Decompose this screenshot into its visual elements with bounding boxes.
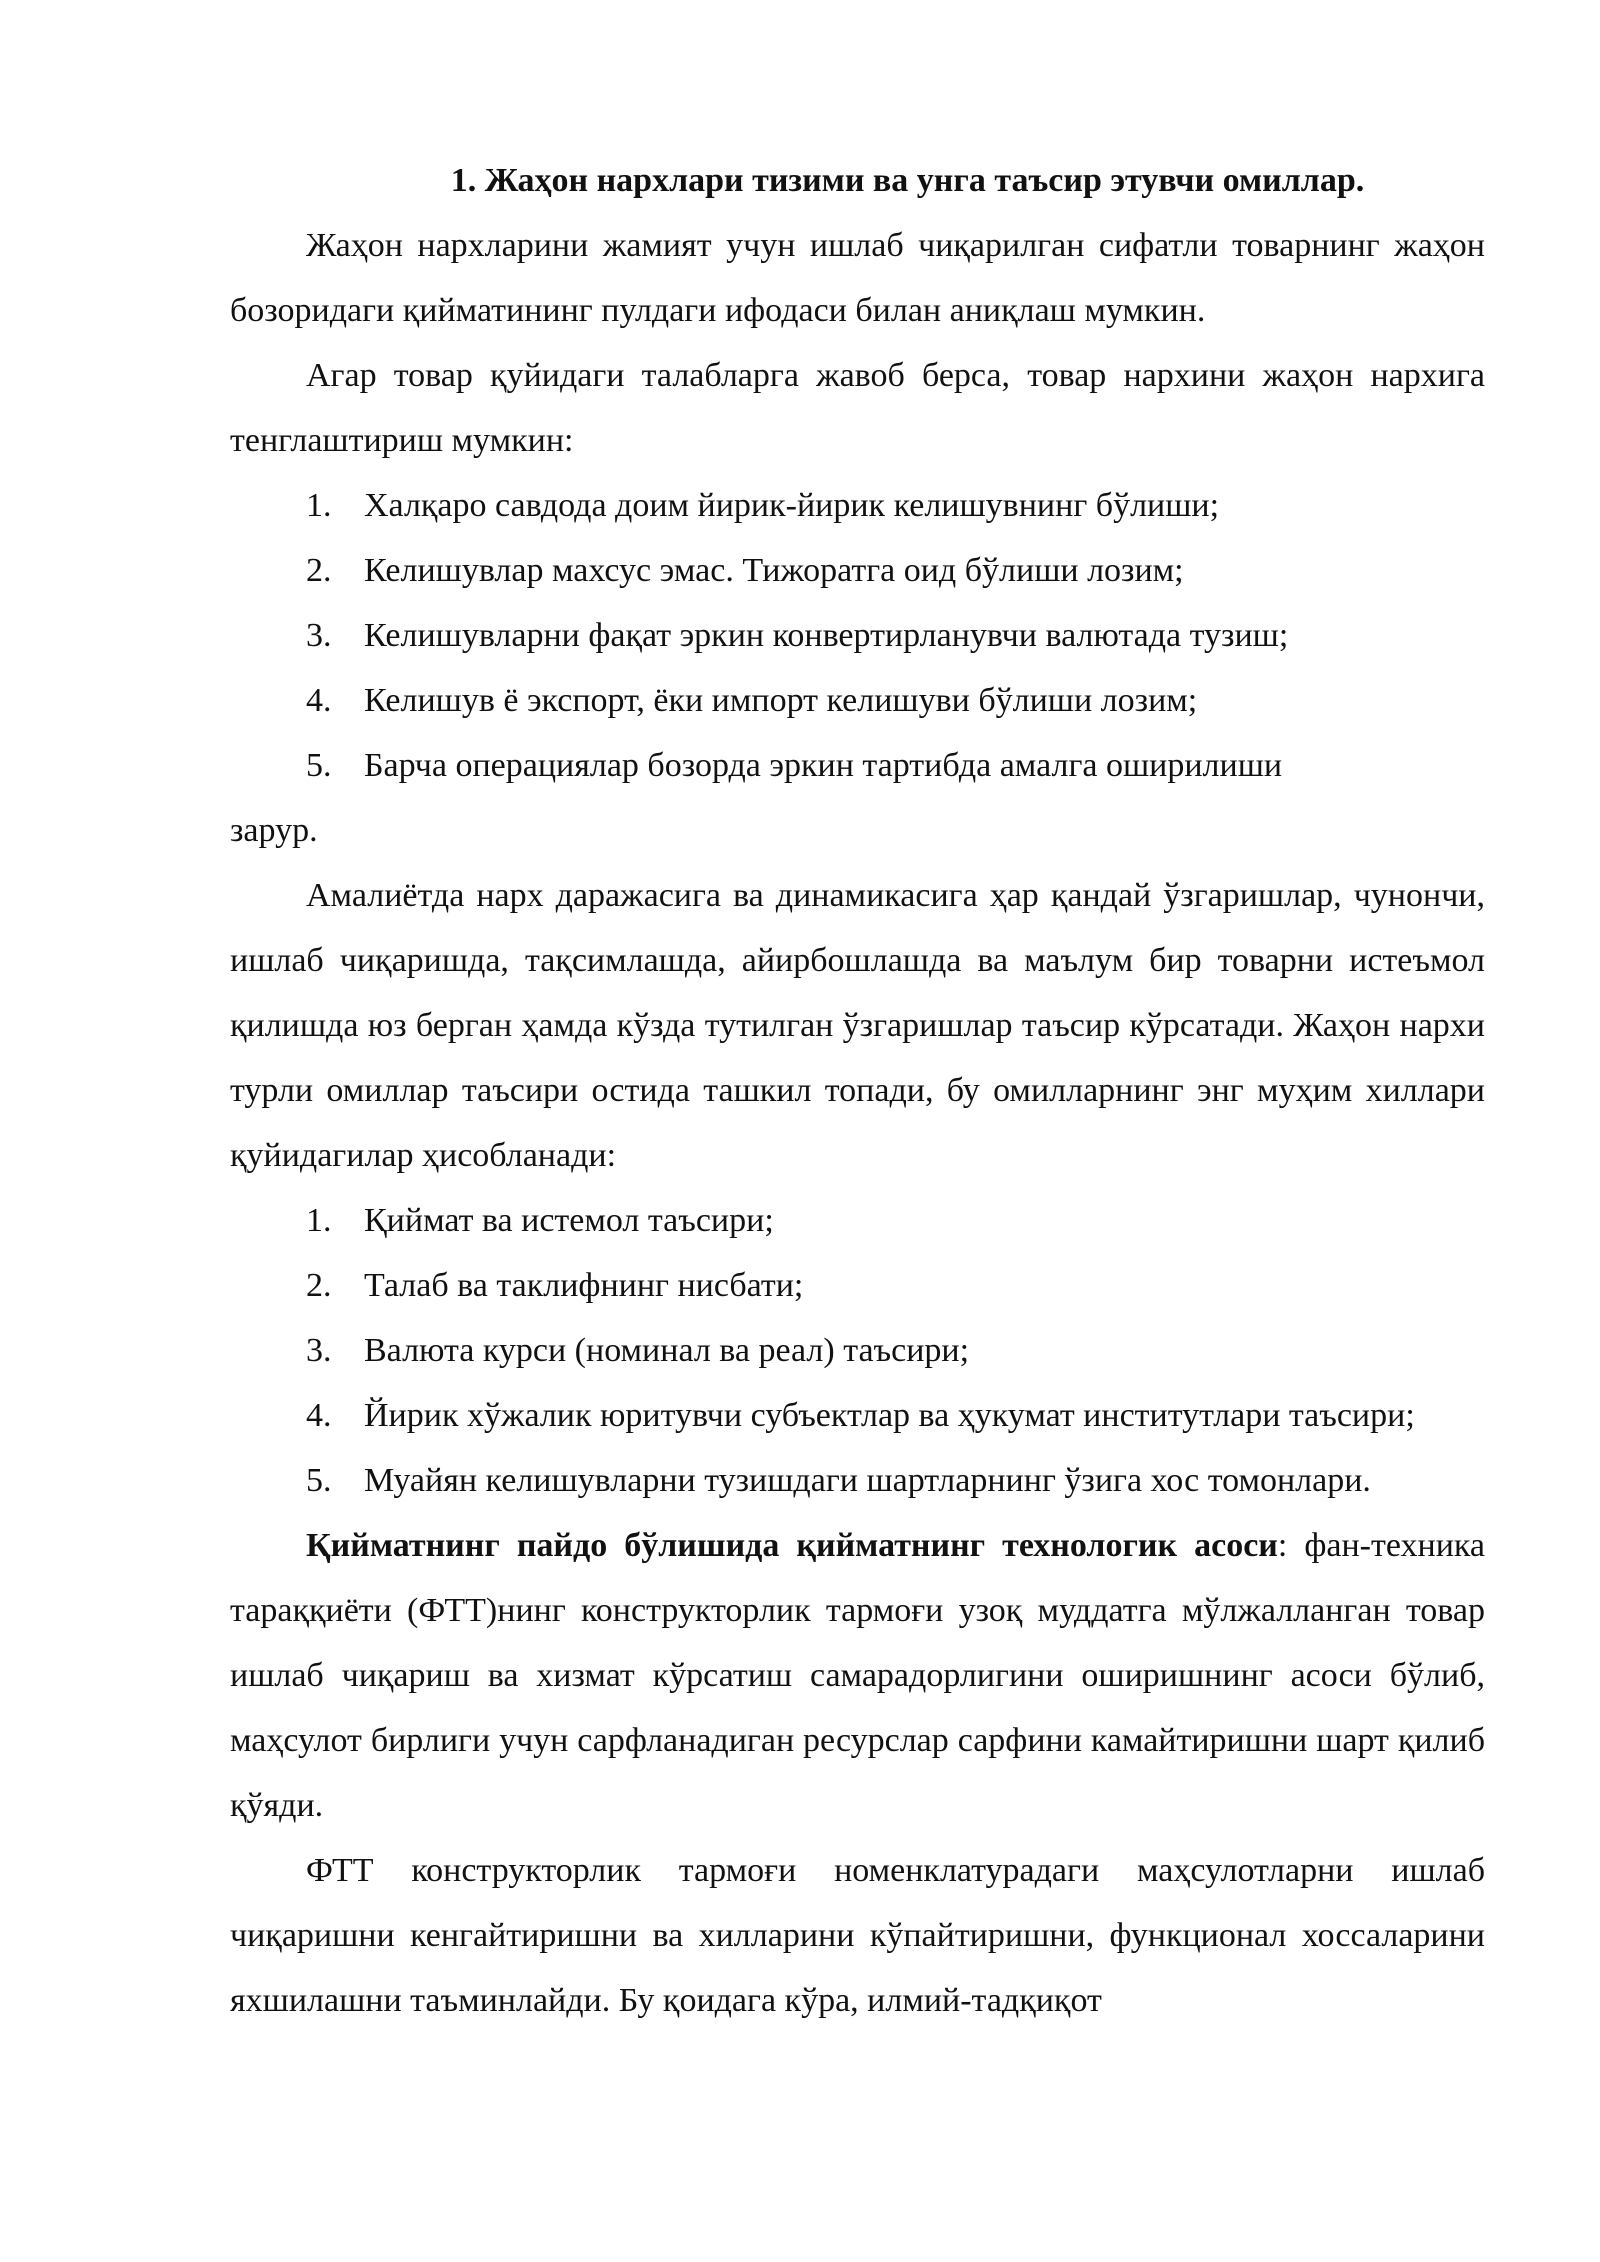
list-item [230, 538, 1485, 603]
list-item [230, 1318, 1485, 1383]
list-item [230, 668, 1485, 733]
list-number: 1. [306, 1202, 332, 1239]
paragraph-3: Амалиётда нарх даражасига ва динамикасига ҳар қандай ўзгаришлар, чунончи, ишлаб чиқаришда, тақсимлашда, айирбошлашда ва маълум бир товарни истеъмол қилишда юз берган ҳамда кўзда тутилган ўзгаришлар таъсир кўрсатади. Жаҳон нархи турли омиллар таъсири остида ташкил топади, бу омилларнинг энг муҳим хиллари қуйидагилар ҳисобланади: [230, 877, 1485, 1174]
list-text: Валюта курси (номинал ва реал) таъсири; [364, 1332, 970, 1369]
factors-list [230, 1188, 1485, 1513]
list-item [230, 1448, 1485, 1513]
list-text: Муайян келишувларни тузишдаги шартларнинг ўзига хос томонлари. [364, 1462, 1371, 1499]
list-text: Келишувларни фақат эркин конвертирланувчи валютада тузиш; [364, 617, 1289, 654]
list-item [230, 1383, 1485, 1448]
list-item [230, 733, 1485, 798]
list-text: Талаб ва таклифнинг нисбати; [364, 1267, 804, 1304]
paragraph-2: Агар товар қуйидаги талабларга жавоб берса, товар нархини жаҳон нархига тенглаштириш мумкин: [230, 357, 1485, 459]
paragraph-4-rest: : фан-техника тараққиёти (ФТТ)нинг конструкторлик тармоғи узоқ муддатга мўлжалланган товар ишлаб чиқариш ва хизмат кўрсатиш самарадорлигини оширишнинг асоси бўлиб, маҳсулот бирлиги учун сарфланадиган ресурслар сарфини камайтиришни шарт қилиб қўяди. [230, 1527, 1485, 1824]
paragraph-1: Жаҳон нархларини жамият учун ишлаб чиқарилган сифатли товарнинг жаҳон бозоридаги қийматининг пулдаги ифодаси билан аниқлаш мумкин. [230, 227, 1485, 329]
list-number: 1. [306, 487, 332, 524]
list-text: Йирик хўжалик юритувчи субъектлар ва ҳукумат институтлари таъсири; [364, 1397, 1415, 1434]
list-number: 5. [306, 1462, 332, 1499]
list-item [230, 1188, 1485, 1253]
list-item [230, 603, 1485, 668]
list-number: 2. [306, 1267, 332, 1304]
list-number: 3. [306, 617, 332, 654]
list-number: 3. [306, 1332, 332, 1369]
list-item [230, 473, 1485, 538]
section-heading: 1. Жаҳон нархлари тизими ва унга таъсир этувчи омиллар. [450, 162, 1365, 199]
list-number: 4. [306, 682, 332, 719]
list-text: Келишувлар махсус эмас. Тижоратга оид бўлиши лозим; [364, 552, 1184, 589]
list-number: 2. [306, 552, 332, 589]
paragraph-5: ФТТ конструкторлик тармоғи номенклатурадаги маҳсулотларни ишлаб чиқаришни кенгайтиришни ва хилларини кўпайтиришни, функционал хоссаларини яхшилашни таъминлайди. Бу қоидага кўра, илмий-тадқиқот [230, 1852, 1485, 2019]
paragraph-4 [230, 1513, 1485, 1838]
list-text: Халқаро савдода доим йирик-йирик келишувнинг бўлиши; [364, 487, 1220, 524]
list-item [230, 1253, 1485, 1318]
list-text: Қиймат ва истемол таъсири; [364, 1202, 774, 1239]
requirements-list [230, 473, 1485, 863]
list-text: Келишув ё экспорт, ёки импорт келишуви бўлиши лозим; [364, 682, 1198, 719]
bold-term: Қийматнинг пайдо бўлишида қийматнинг технологик асоси [306, 1527, 1278, 1564]
list-number: 4. [306, 1397, 332, 1434]
document-page [230, 148, 1485, 2033]
list-number: 5. [306, 747, 332, 784]
list-item-continuation: зарур. [230, 812, 318, 849]
list-text: Барча операциялар бозорда эркин тартибда амалга оширилиши [364, 747, 1283, 784]
